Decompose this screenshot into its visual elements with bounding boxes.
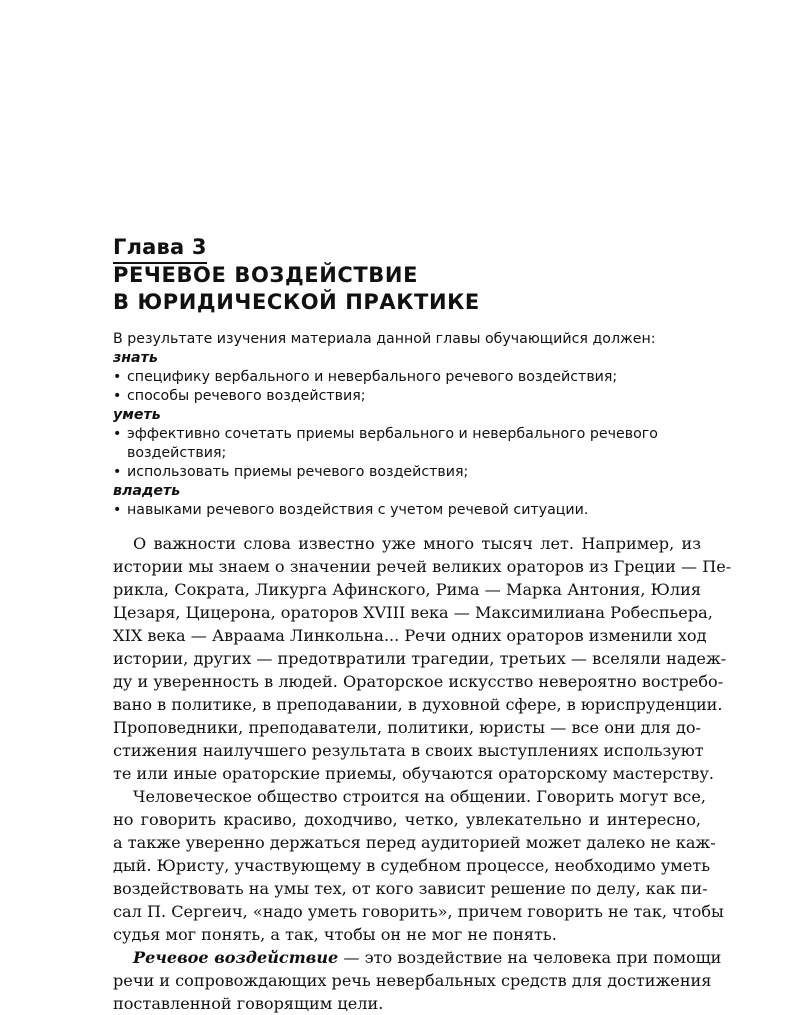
chapter-title: [113, 262, 480, 316]
text-line: рикла, Сократа, Ликурга Афинского, Рима — Марка Антония, Юлия: [113, 580, 701, 599]
text-line: но говорить красиво, доходчиво, четко, увлекательно и интересно,: [113, 810, 701, 829]
objective-item: • навыками речевого воздействия с учетом речевой ситуации.: [113, 501, 693, 520]
text-line: те или иные ораторские приемы, обучаются ораторскому мастерству.: [113, 764, 715, 783]
objective-item: • использовать приемы речевого воздействия;: [113, 463, 693, 482]
text-fragment: — это воздействие на человека при помощи: [338, 948, 722, 967]
text-line: поставленной говорящим цели.: [113, 994, 384, 1013]
defined-term: Речевое воздействие: [133, 948, 339, 967]
text-line: судья мог понять, а так, чтобы он не мог не понять.: [113, 925, 557, 944]
text-line: а также уверенно держаться перед аудиторией может далеко не каж-: [113, 833, 716, 852]
text-line: ду и уверенность в людей. Ораторское искусство невероятно востребо-: [113, 672, 724, 691]
objectives-able-heading: уметь: [113, 407, 161, 423]
text-line: XIX века — Авраама Линкольна... Речи одних ораторов изменили ход: [113, 626, 707, 645]
objective-item: • специфику вербального и невербального речевого воздействия;: [113, 368, 693, 387]
text-line: стижения наилучшего результата в своих выступлениях используют: [113, 741, 704, 760]
text-line: Проповедники, преподаватели, политики, юристы — все они для до-: [113, 718, 701, 737]
chapter-label: Глава 3: [113, 234, 207, 264]
text-line: [113, 946, 722, 969]
body-text: [113, 532, 732, 1015]
objective-item: • способы речевого воздействия;: [113, 387, 693, 406]
text-line: Человеческое общество строится на общении. Говорить могут все,: [133, 787, 706, 806]
text-line: Цезаря, Цицерона, ораторов XVIII века — Максимилиана Робеспьера,: [113, 603, 713, 622]
objectives-know-heading: знать: [113, 350, 158, 366]
objectives-own-heading: владеть: [113, 483, 181, 499]
chapter-title-line: РЕЧЕВОЕ ВОЗДЕЙСТВИЕ: [113, 263, 419, 287]
text-line: О важности слова известно уже много тысяч лет. Например, из: [133, 534, 701, 553]
chapter-title-line: В ЮРИДИЧЕСКОЙ ПРАКТИКЕ: [113, 290, 480, 314]
text-line: речи и сопровождающих речь невербальных средств для достижения: [113, 971, 712, 990]
text-line: истории, других — предотвратили трагедии, третьих — вселяли надеж-: [113, 649, 727, 668]
text-line: вано в политике, в преподавании, в духовной сфере, в юриспруденции.: [113, 695, 723, 714]
objective-item: • эффективно сочетать приемы вербального и невербального речевого воздействия;: [113, 425, 693, 463]
paragraph: [113, 946, 722, 1015]
paragraph: [113, 532, 732, 785]
text-line: истории мы знаем о значении речей великих ораторов из Греции — Пе-: [113, 557, 732, 576]
paragraph: [113, 785, 724, 946]
text-line: воздействовать на умы тех, от кого зависит решение по делу, как пи-: [113, 879, 708, 898]
learning-objectives: [113, 330, 693, 520]
text-line: дый. Юристу, участвующему в судебном процессе, необходимо уметь: [113, 856, 711, 875]
text-line: сал П. Сергеич, «надо уметь говорить», причем говорить не так, чтобы: [113, 902, 724, 921]
objectives-intro: В результате изучения материала данной главы обучающийся должен:: [113, 331, 656, 347]
